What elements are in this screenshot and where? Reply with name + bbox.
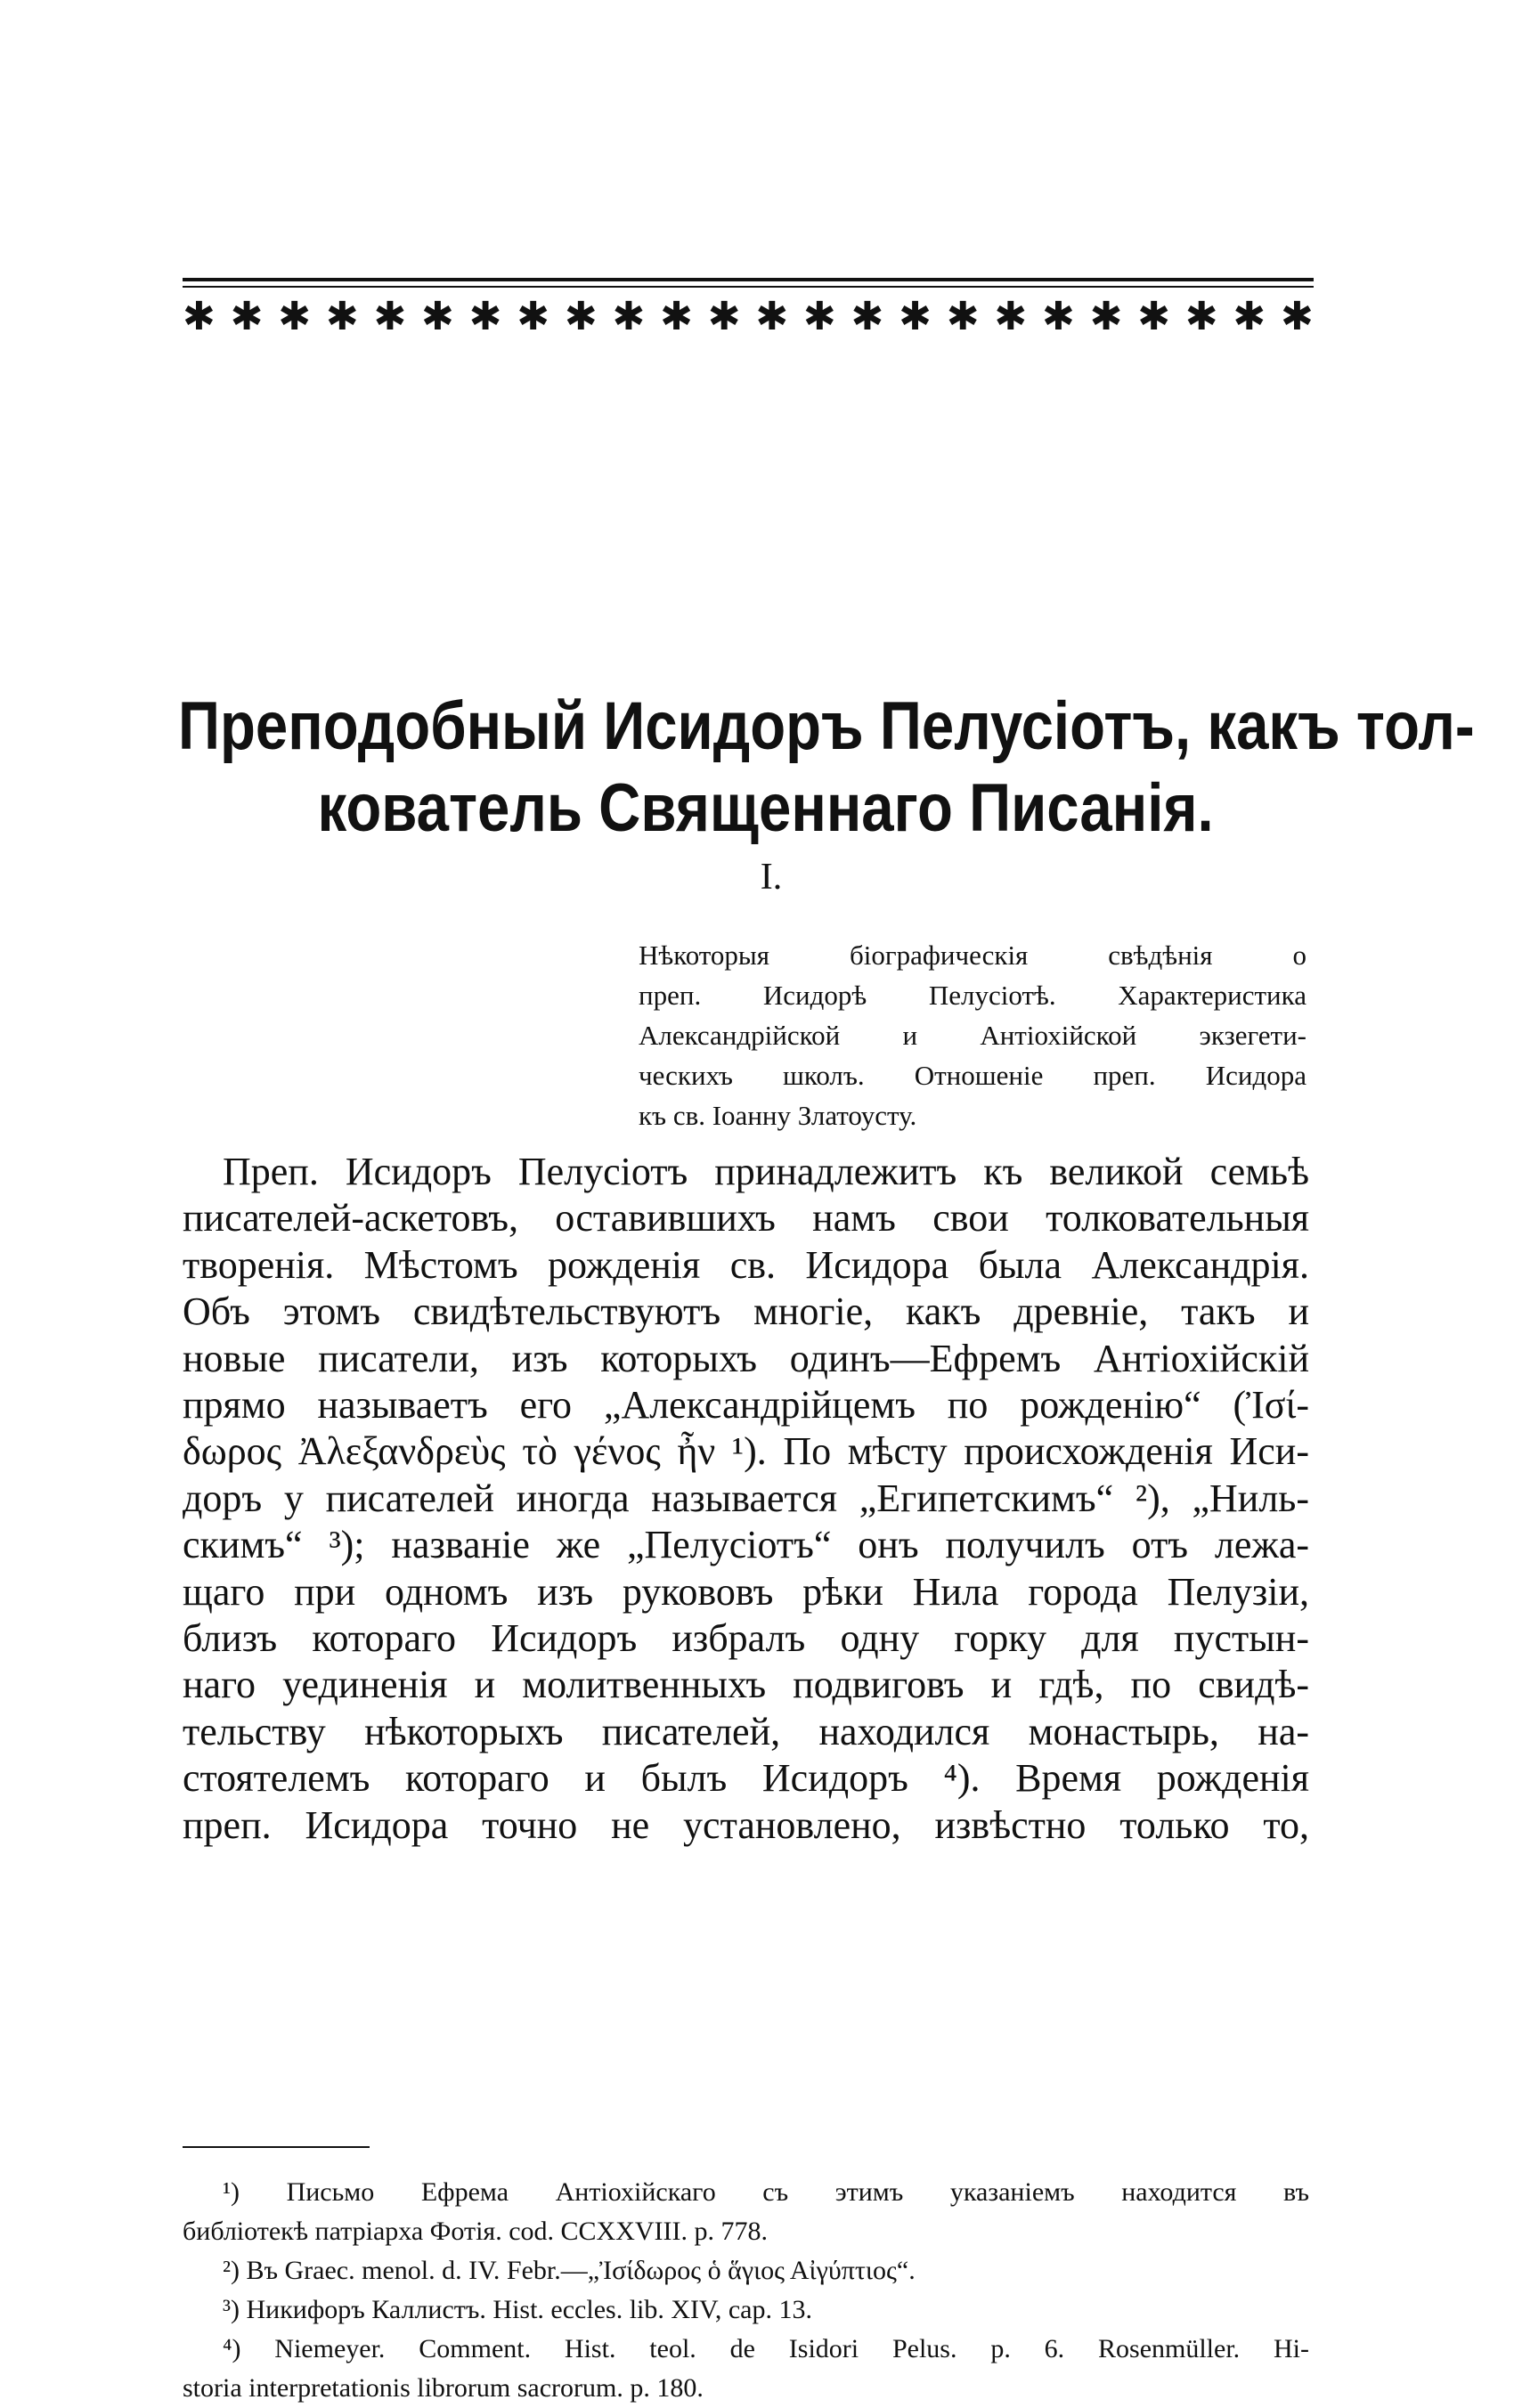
summary-line: ческихъ школъ. Отношеніе преп. Исидора: [639, 1060, 1306, 1091]
body-line: прямо называетъ его „Александрійцемъ по рожденію“ (Ἰσί-: [183, 1383, 1309, 1428]
ornament-star-icon: ✱: [660, 294, 693, 339]
body-line: творенія. Мѣстомъ рожденія св. Исидора была Александрія.: [183, 1242, 1309, 1287]
ornament-star-icon: ✱: [564, 294, 598, 339]
ornament-rule-thin: [183, 286, 1314, 288]
summary-line: преп. Исидорѣ Пелусіотѣ. Характеристика: [639, 980, 1306, 1011]
body-line: доръ у писателей иногда называется „Египетскимъ“ ²), „Ниль-: [183, 1476, 1309, 1520]
ornament-star-icon: ✱: [183, 294, 216, 339]
footnote-line: ¹) Письмо Ефрема Антіохійскаго съ этимъ указаніемъ находится въ: [223, 2177, 1309, 2207]
footnote-line: storia interpretationis librorum sacrorum. p. 180.: [183, 2373, 704, 2403]
ornament-star-icon: ✱: [946, 294, 980, 339]
ornament-star-icon: ✱: [612, 294, 646, 339]
ornament-star-icon: ✱: [230, 294, 264, 339]
section-number: [0, 855, 1514, 899]
ornament-star-icon: ✱: [802, 294, 836, 339]
ornament-star-icon: ✱: [899, 294, 932, 339]
ornament-star-icon: ✱: [1281, 294, 1314, 339]
ornament-star-icon: ✱: [707, 294, 741, 339]
ornament-star-icon: ✱: [1089, 294, 1123, 339]
footnotes: [183, 2173, 1309, 2408]
ornament-star-icon: ✱: [1184, 294, 1218, 339]
section-number-text: I.: [760, 857, 783, 898]
ornament-star-icon: ✱: [517, 294, 550, 339]
summary-line: къ св. Іоанну Златоусту.: [639, 1100, 917, 1131]
summary-line: Нѣкоторыя біографическія свѣдѣнія о: [639, 940, 1306, 971]
ornament-star-icon: ✱: [325, 294, 359, 339]
body-line: близъ котораго Исидоръ избралъ одну горку для пустын-: [183, 1616, 1309, 1661]
body-line: тельству нѣкоторыхъ писателей, находился монастырь, на-: [183, 1709, 1309, 1753]
ornament-star-icon: ✱: [851, 294, 884, 339]
ornament-star-icon: ✱: [421, 294, 454, 339]
ornament-star-icon: ✱: [755, 294, 789, 339]
summary-line: Александрійской и Антіохійской экзегети-: [639, 1020, 1306, 1051]
footnote-rule: [183, 2146, 370, 2148]
body-line: скимъ“ ³); названіе же „Пелусіотъ“ онъ получилъ отъ лежа-: [183, 1523, 1309, 1567]
ornament-star-icon: ✱: [1233, 294, 1266, 339]
ornament-rule-top: [183, 278, 1314, 281]
chapter-summary: [639, 935, 1306, 1135]
ornament-star-icon: ✱: [1041, 294, 1075, 339]
ornament-star-icon: ✱: [278, 294, 312, 339]
ornament-stars: [183, 290, 1314, 344]
ornament-star-icon: ✱: [994, 294, 1028, 339]
page-title: [178, 686, 1475, 850]
ornament-star-icon: ✱: [373, 294, 407, 339]
body-line: писателей-аскетовъ, оставившихъ намъ свои толковательныя: [183, 1196, 1309, 1241]
body-line: Объ этомъ свидѣтельствуютъ многіе, какъ древніе, такъ и: [183, 1289, 1309, 1334]
footnote-line: ²) Въ Graec. menol. d. IV. Febr.—„Ἰσίδωρος ὁ ἅγιος Αἰγύπτιος“.: [223, 2256, 916, 2285]
body-line: щаго при одномъ изъ рукововъ рѣки Нила города Пелузіи,: [183, 1569, 1309, 1614]
footnote-line: ⁴) Niemeyer. Comment. Hist. teol. de Isidori Pelus. p. 6. Rosenmüller. Hi-: [223, 2334, 1309, 2363]
title-line-2: кователь Священнаго Писанія.: [317, 770, 1214, 846]
ornament-header: [183, 278, 1314, 347]
body-line: δωρος Ἀλεξανδρεὺς τὸ γένος ἦν ¹). По мѣсту происхожденія Иси-: [183, 1429, 1309, 1474]
body-text: [183, 1149, 1309, 1849]
body-line: новые писатели, изъ которыхъ одинъ—Ефремъ Антіохійскій: [183, 1336, 1309, 1380]
body-line: наго уединенія и молитвенныхъ подвиговъ и гдѣ, по свидѣ-: [183, 1663, 1309, 1707]
body-line: стоятелемъ котораго и былъ Исидоръ ⁴). Время рожденія: [183, 1756, 1309, 1801]
footnote-line: ³) Никифоръ Каллистъ. Hist. eccles. lib. XIV, cap. 13.: [223, 2295, 812, 2324]
body-line: Преп. Исидоръ Пелусіотъ принадлежитъ къ великой семьѣ: [223, 1150, 1309, 1193]
ornament-star-icon: ✱: [1137, 294, 1171, 339]
title-line-1: Преподобный Исидоръ Пелусіотъ, какъ тол-: [178, 688, 1475, 764]
footnote-line: библіотекѣ патріарха Фотія. cod. CCXXVIII. p. 778.: [183, 2217, 769, 2246]
ornament-star-icon: ✱: [468, 294, 502, 339]
body-line: преп. Исидора точно не установлено, извѣстно только то,: [183, 1802, 1309, 1847]
